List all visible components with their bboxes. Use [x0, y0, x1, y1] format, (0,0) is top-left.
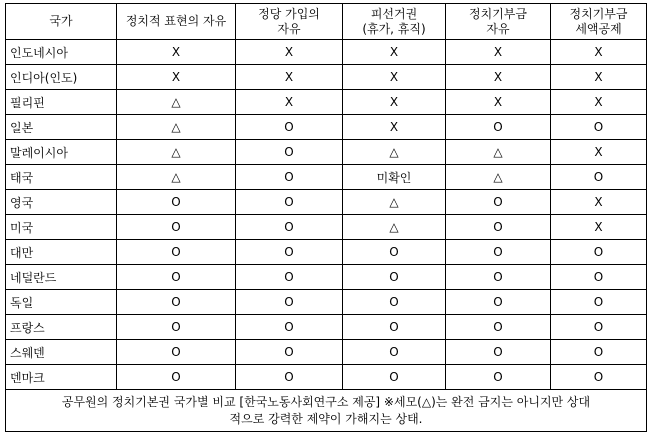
status-cell: O — [551, 240, 647, 265]
status-cell: O — [236, 240, 343, 265]
column-header-line-2: (휴가, 휴직) — [362, 21, 426, 36]
status-cell: O — [236, 315, 343, 340]
status-cell: △ — [117, 140, 236, 165]
status-cell: O — [446, 115, 551, 140]
column-header — [343, 4, 446, 40]
header-row — [6, 4, 647, 40]
table-body — [6, 40, 647, 390]
status-cell: O — [446, 240, 551, 265]
table-row — [6, 190, 647, 215]
caption-line-2: 적으로 강력한 제약이 가해지는 상태. — [229, 411, 423, 426]
table-row — [6, 65, 647, 90]
status-cell: X — [551, 215, 647, 240]
status-cell: O — [446, 265, 551, 290]
status-cell: X — [551, 40, 647, 65]
column-header-line-2: 자유 — [486, 21, 510, 36]
status-cell: X — [446, 65, 551, 90]
comparison-table — [5, 3, 647, 432]
column-header — [446, 4, 551, 40]
status-cell: O — [117, 190, 236, 215]
status-cell: O — [236, 340, 343, 365]
country-cell: 독일 — [6, 290, 117, 315]
status-cell: O — [343, 265, 446, 290]
column-header — [236, 4, 343, 40]
column-header-line-2: 자유 — [277, 21, 301, 36]
status-cell: △ — [343, 140, 446, 165]
column-header-line-1: 국가 — [49, 14, 73, 28]
table-row — [6, 140, 647, 165]
status-cell: O — [236, 165, 343, 190]
status-cell: O — [551, 315, 647, 340]
status-cell: O — [343, 340, 446, 365]
status-cell: O — [236, 265, 343, 290]
status-cell: X — [551, 90, 647, 115]
table-row — [6, 340, 647, 365]
column-header-line-1: 정치기부금 — [569, 6, 628, 21]
status-cell: O — [117, 340, 236, 365]
status-cell: X — [236, 40, 343, 65]
table-row — [6, 240, 647, 265]
column-header-line-1: 피선거권 — [370, 6, 418, 21]
country-cell: 인디아(인도) — [6, 65, 117, 90]
status-cell: O — [343, 365, 446, 390]
column-header-line-1: 정치기부금 — [469, 6, 527, 21]
country-cell: 영국 — [6, 190, 117, 215]
table-row — [6, 365, 647, 390]
status-cell: O — [236, 215, 343, 240]
status-cell: O — [236, 190, 343, 215]
status-cell: X — [117, 65, 236, 90]
country-cell: 태국 — [6, 165, 117, 190]
status-cell: O — [446, 365, 551, 390]
status-cell: O — [551, 115, 647, 140]
country-cell: 네덜란드 — [6, 265, 117, 290]
comparison-table-wrapper — [5, 3, 647, 432]
status-cell: X — [343, 40, 446, 65]
table-row — [6, 90, 647, 115]
status-cell: △ — [446, 165, 551, 190]
country-cell: 스웨덴 — [6, 340, 117, 365]
status-cell: X — [551, 140, 647, 165]
status-cell: X — [236, 65, 343, 90]
status-cell: O — [446, 290, 551, 315]
column-header-line-1: 정당 가입의 — [258, 6, 320, 21]
status-cell: X — [343, 115, 446, 140]
column-header-line-1: 정치적 표현의 자유 — [125, 14, 227, 28]
status-cell: O — [343, 240, 446, 265]
status-cell: O — [117, 365, 236, 390]
status-cell: O — [446, 190, 551, 215]
table-row — [6, 215, 647, 240]
table-caption — [6, 390, 647, 432]
status-cell: X — [117, 40, 236, 65]
status-cell: O — [446, 215, 551, 240]
status-cell: △ — [117, 165, 236, 190]
status-cell: O — [446, 340, 551, 365]
status-cell: O — [117, 290, 236, 315]
status-cell: O — [236, 140, 343, 165]
status-cell: △ — [343, 190, 446, 215]
status-cell: O — [551, 365, 647, 390]
status-cell: X — [343, 90, 446, 115]
status-cell: △ — [343, 215, 446, 240]
status-cell: △ — [446, 140, 551, 165]
status-cell: X — [551, 190, 647, 215]
country-cell: 일본 — [6, 115, 117, 140]
status-cell: O — [343, 315, 446, 340]
country-cell: 미국 — [6, 215, 117, 240]
column-header — [117, 4, 236, 40]
status-cell: O — [236, 365, 343, 390]
status-cell: X — [236, 90, 343, 115]
status-cell: O — [117, 315, 236, 340]
status-cell: 미확인 — [343, 165, 446, 190]
country-cell: 대만 — [6, 240, 117, 265]
status-cell: O — [551, 165, 647, 190]
status-cell: O — [551, 340, 647, 365]
status-cell: O — [551, 290, 647, 315]
status-cell: △ — [117, 90, 236, 115]
country-cell: 프랑스 — [6, 315, 117, 340]
status-cell: O — [551, 265, 647, 290]
table-row — [6, 165, 647, 190]
column-header — [551, 4, 647, 40]
status-cell: X — [551, 65, 647, 90]
status-cell: O — [343, 290, 446, 315]
country-cell: 인도네시아 — [6, 40, 117, 65]
status-cell: O — [117, 265, 236, 290]
table-row — [6, 290, 647, 315]
table-row — [6, 265, 647, 290]
column-header — [6, 4, 117, 40]
caption-row — [6, 390, 647, 432]
caption-line-1: 공무원의 정치기본권 국가별 비교 [한국노동사회연구소 제공] ※세모(△)는 완전 금지는 아니지만 상대 — [61, 394, 591, 409]
status-cell: O — [236, 290, 343, 315]
status-cell: △ — [117, 115, 236, 140]
column-header-line-2: 세액공제 — [575, 21, 622, 36]
country-cell: 필리핀 — [6, 90, 117, 115]
status-cell: X — [446, 90, 551, 115]
table-row — [6, 315, 647, 340]
status-cell: O — [117, 215, 236, 240]
status-cell: O — [446, 315, 551, 340]
status-cell: O — [117, 240, 236, 265]
country-cell: 덴마크 — [6, 365, 117, 390]
status-cell: X — [343, 65, 446, 90]
table-row — [6, 115, 647, 140]
country-cell: 말레이시아 — [6, 140, 117, 165]
table-row — [6, 40, 647, 65]
status-cell: O — [236, 115, 343, 140]
status-cell: X — [446, 40, 551, 65]
